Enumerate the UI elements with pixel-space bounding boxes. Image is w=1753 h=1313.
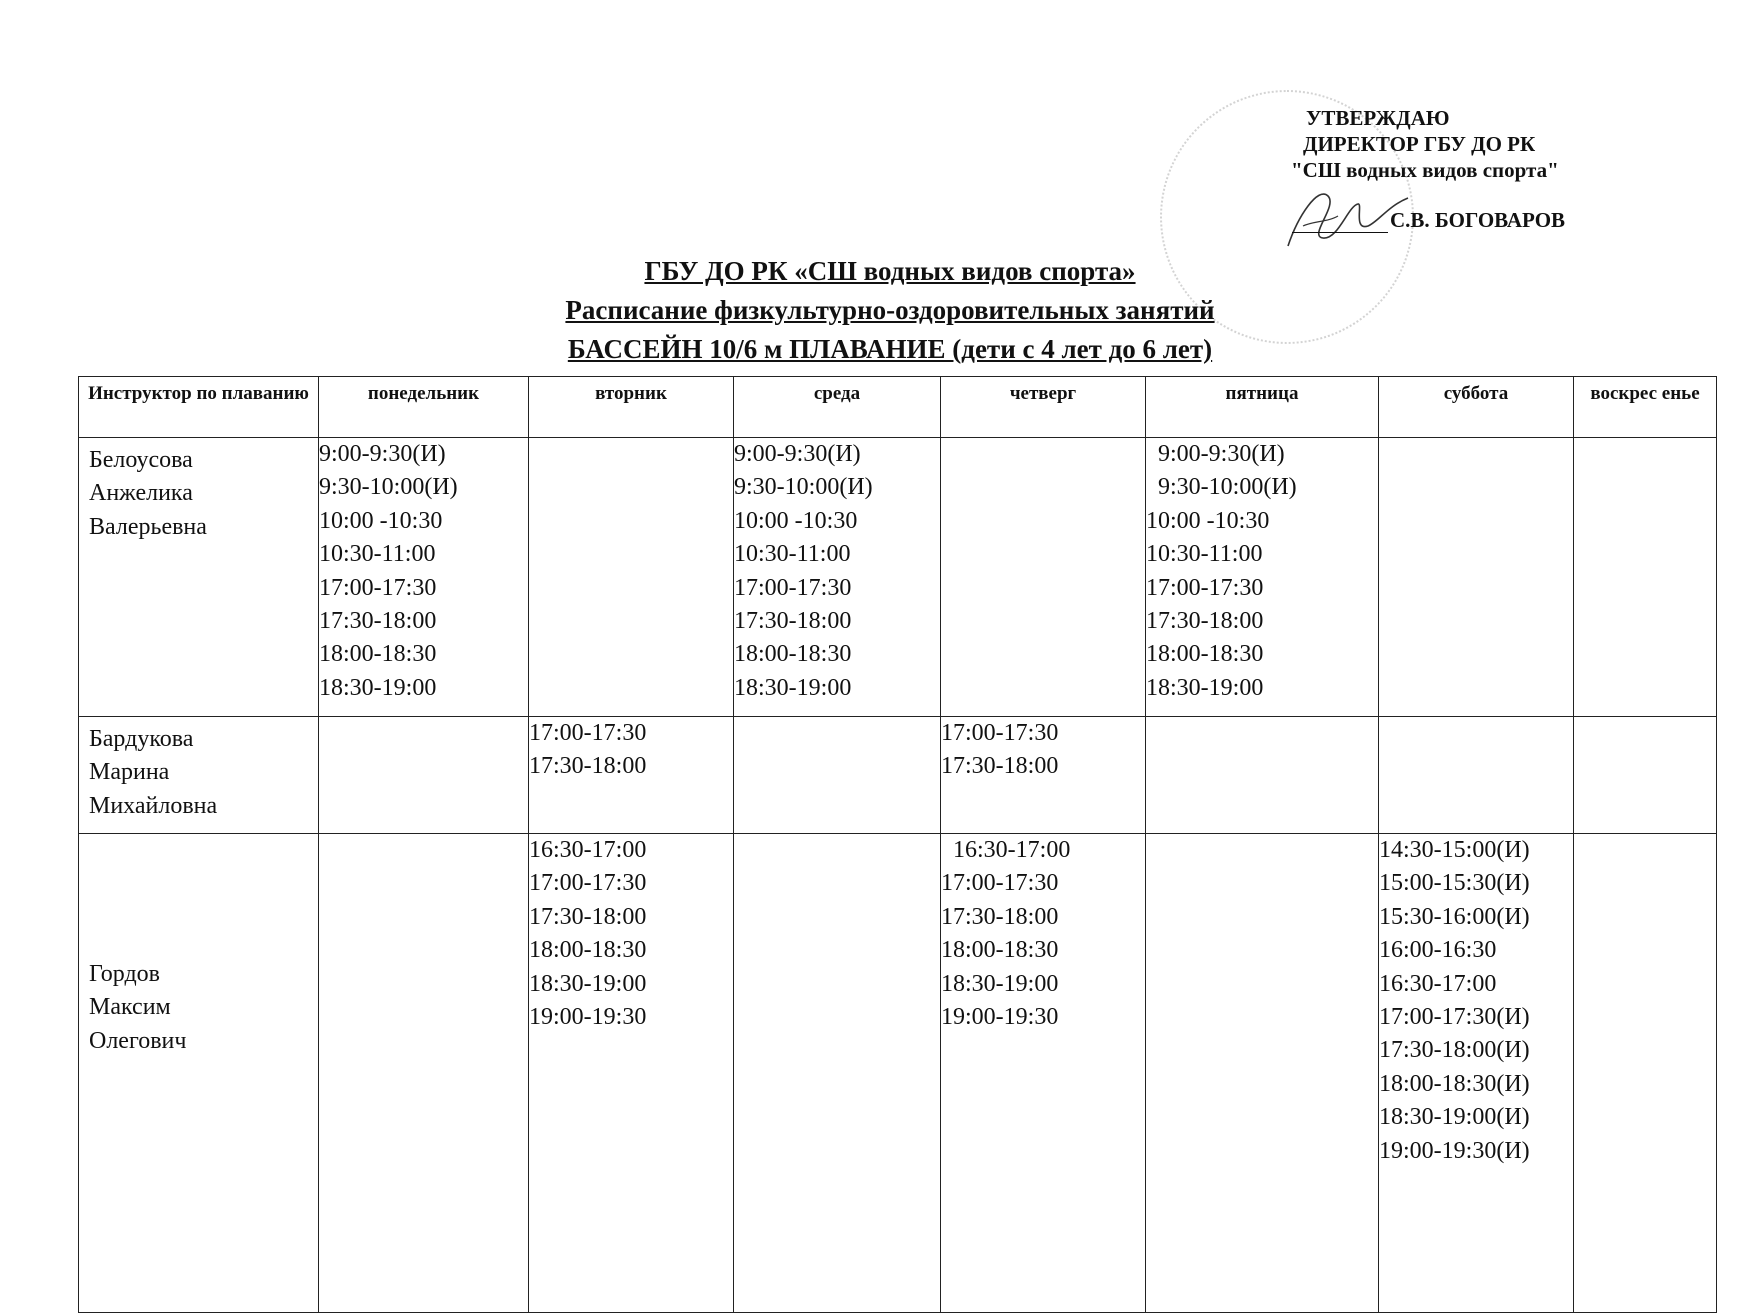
header-wednesday: среда [734,377,941,438]
time-slot: 17:30-18:00(И) [1379,1037,1530,1064]
schedule-table [78,376,1717,1313]
instructor-surname: Гордов [89,961,160,987]
time-slot: 15:00-15:30(И) [1379,870,1530,897]
time-slot: 17:00-17:30(И) [1379,1004,1530,1031]
time-slot: 17:30-18:00 [941,903,1059,930]
time-slot: 9:00-9:30(И) [734,441,861,467]
tuesday-slots [529,717,734,834]
time-slot: 18:30-19:00 [734,674,852,701]
time-slot: 18:00-18:30 [1146,641,1264,668]
instructor-cell [79,834,319,1313]
saturday-slots [1379,834,1574,1313]
time-slot: 10:00 -10:30 [319,507,443,534]
table-row [79,834,1717,1313]
friday-slots [1146,438,1379,717]
approval-organization: "СШ водных видов спорта" [1291,158,1559,182]
pool-info-title: БАССЕЙН 10/6 м ПЛАВАНИЕ (дети с 4 лет до 6 лет) [567,334,1213,364]
approval-block [1291,105,1630,233]
header-row [79,377,1717,438]
time-slot: 19:00-19:30 [941,1004,1059,1031]
time-slot: 10:30-11:00 [1146,541,1263,568]
time-slot: 18:30-19:00(И) [1379,1104,1530,1131]
instructor-cell [79,438,319,717]
time-slot: 17:00-17:30 [1146,574,1264,601]
sunday-slots [1574,438,1717,717]
signatory-name: С.В. БОГОВАРОВ [1390,208,1566,232]
time-slot: 17:00-17:30 [941,720,1059,746]
sunday-slots [1574,717,1717,834]
time-slot: 18:30-19:00 [319,674,437,701]
time-slot: 9:30-10:00(И) [1158,474,1297,501]
instructor-patronymic: Олегович [89,1027,187,1054]
time-slot: 19:00-19:30(И) [1379,1137,1530,1164]
time-slot: 18:00-18:30 [319,641,437,668]
time-slot: 10:30-11:00 [319,541,436,568]
time-slot: 14:30-15:00(И) [1379,837,1530,863]
signature-line [1292,207,1630,233]
time-slot: 18:00-18:30 [941,937,1059,964]
saturday-slots [1379,717,1574,834]
header-tuesday: вторник [529,377,734,438]
time-slot: 9:00-9:30(И) [1158,441,1285,467]
wednesday-slots [734,717,941,834]
instructor-surname: Белоусова [89,447,193,473]
thursday-slots [941,834,1146,1313]
header-sunday: воскрес енье [1574,377,1717,438]
table-row [79,717,1717,834]
organization-title: ГБУ ДО РК «СШ водных видов спорта» [644,256,1136,286]
time-slot: 9:30-10:00(И) [734,474,873,501]
time-slot: 17:30-18:00 [529,753,647,780]
time-slot: 16:30-17:00 [529,837,647,863]
friday-slots [1146,834,1379,1313]
time-slot: 17:30-18:00 [734,608,852,635]
time-slot: 17:00-17:30 [529,720,647,746]
instructor-patronymic: Михайловна [89,792,218,819]
header-saturday: суббота [1379,377,1574,438]
friday-slots [1146,717,1379,834]
header-instructor: Инструктор по плаванию [79,377,319,438]
header-friday: пятница [1146,377,1379,438]
tuesday-slots [529,438,734,717]
time-slot: 17:30-18:00 [319,608,437,635]
schedule-title: Расписание физкультурно-оздоровительных занятий [565,295,1215,325]
time-slot: 19:00-19:30 [529,1004,647,1031]
monday-slots [319,834,529,1313]
time-slot: 10:30-11:00 [734,541,851,568]
time-slot: 16:00-16:30 [1379,937,1497,964]
instructor-first-name: Анжелика [89,480,193,507]
saturday-slots [1379,438,1574,717]
instructor-first-name: Максим [89,994,171,1021]
approval-position: ДИРЕКТОР ГБУ ДО РК [1303,132,1536,156]
time-slot: 16:30-17:00 [953,837,1071,863]
thursday-slots [941,717,1146,834]
tuesday-slots [529,834,734,1313]
wednesday-slots [734,834,941,1313]
time-slot: 17:00-17:30 [319,574,437,601]
time-slot: 18:30-19:00 [941,970,1059,997]
time-slot: 18:00-18:30 [529,937,647,964]
instructor-surname: Бардукова [89,726,194,752]
signature-blank [1292,212,1388,233]
time-slot: 9:00-9:30(И) [319,441,446,467]
time-slot: 17:30-18:00 [1146,608,1264,635]
time-slot: 17:30-18:00 [941,753,1059,780]
time-slot: 17:30-18:00 [529,903,647,930]
sunday-slots [1574,834,1717,1313]
time-slot: 18:00-18:30(И) [1379,1070,1530,1097]
instructor-first-name: Марина [89,759,170,786]
document-titles [390,252,1390,369]
approval-heading: УТВЕРЖДАЮ [1306,106,1450,130]
time-slot: 18:30-19:00 [1146,674,1264,701]
time-slot: 17:00-17:30 [734,574,852,601]
time-slot: 16:30-17:00 [1379,970,1497,997]
wednesday-slots [734,438,941,717]
time-slot: 17:00-17:30 [529,870,647,897]
time-slot: 18:00-18:30 [734,641,852,668]
time-slot: 18:30-19:00 [529,970,647,997]
monday-slots [319,438,529,717]
table-row [79,438,1717,717]
time-slot: 15:30-16:00(И) [1379,903,1530,930]
time-slot: 10:00 -10:30 [734,507,858,534]
header-thursday: четверг [941,377,1146,438]
time-slot: 17:00-17:30 [941,870,1059,897]
thursday-slots [941,438,1146,717]
time-slot: 10:00 -10:30 [1146,507,1270,534]
header-monday: понедельник [319,377,529,438]
instructor-patronymic: Валерьевна [89,513,207,540]
time-slot: 9:30-10:00(И) [319,474,458,501]
instructor-cell [79,717,319,834]
monday-slots [319,717,529,834]
